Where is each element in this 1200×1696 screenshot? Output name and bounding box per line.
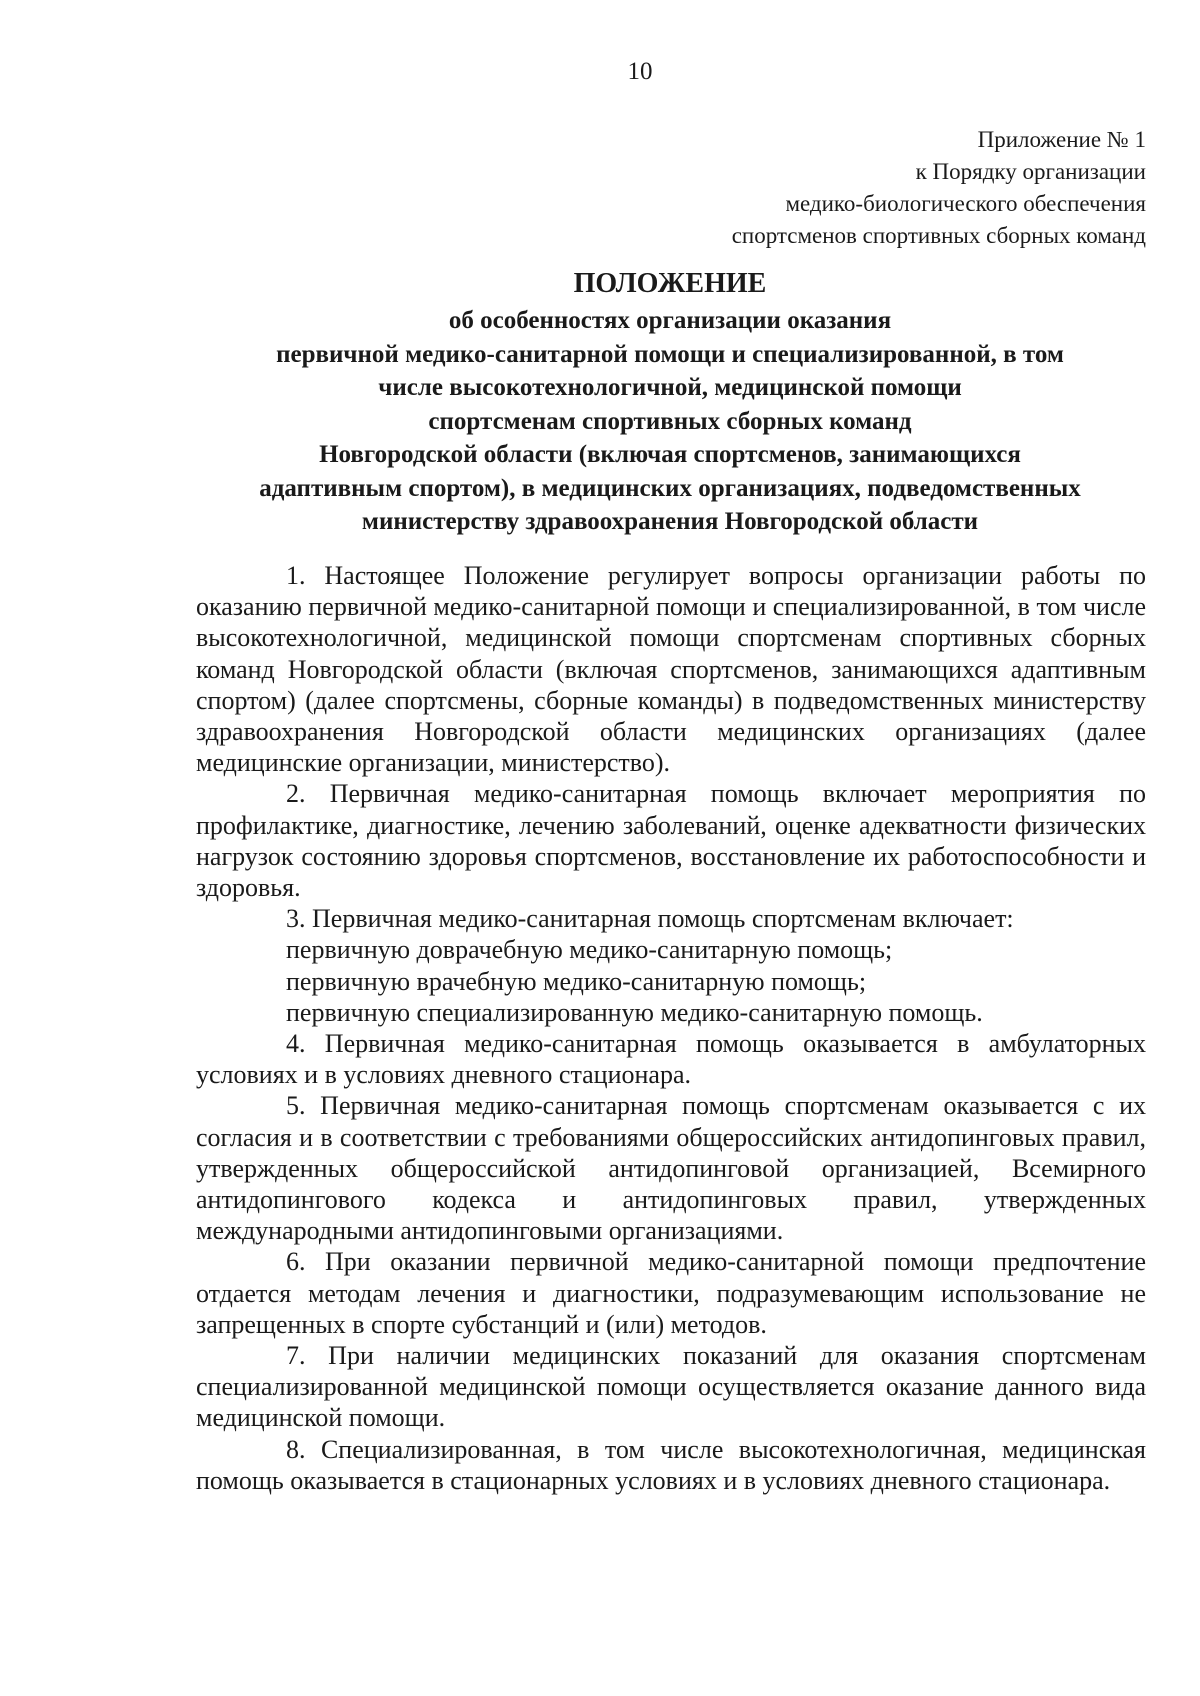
appendix-line: спортсменов спортивных сборных команд [731, 223, 1146, 248]
paragraph-8: 8. Специализированная, в том числе высокотехнологичная, медицинская помощь оказывается в стационарных условиях и в условиях дневного стационара. [196, 1434, 1146, 1495]
title-line: адаптивным спортом), в медицинских организациях, подведомственных [259, 474, 1081, 502]
paragraph-3: 3. Первичная медико-санитарная помощь спортсменам включает: [286, 904, 1014, 934]
list-item: первичную доврачебную медико-санитарную помощь; [286, 935, 893, 965]
list-item: первичную специализированную медико-санитарную помощь. [286, 997, 983, 1027]
appendix-line: Приложение № 1 [977, 127, 1146, 152]
title-line: министерству здравоохранения Новгородской области [361, 508, 979, 535]
document-body [196, 560, 1146, 1496]
appendix-line: к Порядку организации [915, 159, 1146, 184]
title-line: числе высокотехнологичной, медицинской помощи [378, 374, 962, 401]
paragraph-1: 1. Настоящее Положение регулирует вопросы организации работы по оказанию первичной медико-санитарной помощи и специализированной, в том числе высокотехнологичной, медицинской помощи спортсменам спортивных сборных команд Новгородской области (включая спортсменов, занимающихся адаптивным спортом) (далее спортсмены, сборные команды) в подведомственных министерству здравоохранения Новгородской области медицинских организациях (далее медицинские организации, министерство). [196, 561, 1146, 778]
appendix-reference [546, 124, 1146, 252]
paragraph-6: 6. При оказании первичной медико-санитарной помощи предпочтение отдается методам лечения и диагностики, подразумевающим использование не запрещенных в спорте субстанций и (или) методов. [196, 1247, 1146, 1339]
page-number: 10 [627, 58, 653, 85]
title-line: Новгородской области (включая спортсменов, занимающихся [319, 441, 1021, 468]
appendix-line: медико-биологического обеспечения [785, 191, 1146, 216]
list-item: первичную врачебную медико-санитарную помощь; [286, 966, 867, 996]
title-main: ПОЛОЖЕНИЕ [573, 268, 767, 299]
title-line: об особенностях организации оказания [448, 307, 892, 334]
title-line: первичной медико-санитарной помощи и специализированной, в том [276, 340, 1064, 368]
paragraph-2: 2. Первичная медико-санитарная помощь включает мероприятия по профилактике, диагностике, лечению заболеваний, оценке адекватности физических нагрузок состоянию здоровья спортсменов, восстановление их работоспособности и здоровья. [196, 779, 1146, 903]
document-title [190, 266, 1150, 539]
title-line: спортсменам спортивных сборных команд [428, 407, 912, 435]
paragraph-7: 7. При наличии медицинских показаний для оказания спортсменам специализированной медицинской помощи осуществляется оказание данного вида медицинской помощи. [196, 1341, 1146, 1433]
paragraph-5: 5. Первичная медико-санитарная помощь спортсменам оказывается с их согласия и в соответствии с требованиями общероссийских антидопинговых правил, утвержденных общероссийской антидопинговой организацией, Всемирного антидопингового кодекса и антидопинговых правил, утвержденных международными антидопинговыми организациями. [196, 1091, 1146, 1246]
paragraph-4: 4. Первичная медико-санитарная помощь оказывается в амбулаторных условиях и в условиях дневного стационара. [196, 1029, 1146, 1090]
